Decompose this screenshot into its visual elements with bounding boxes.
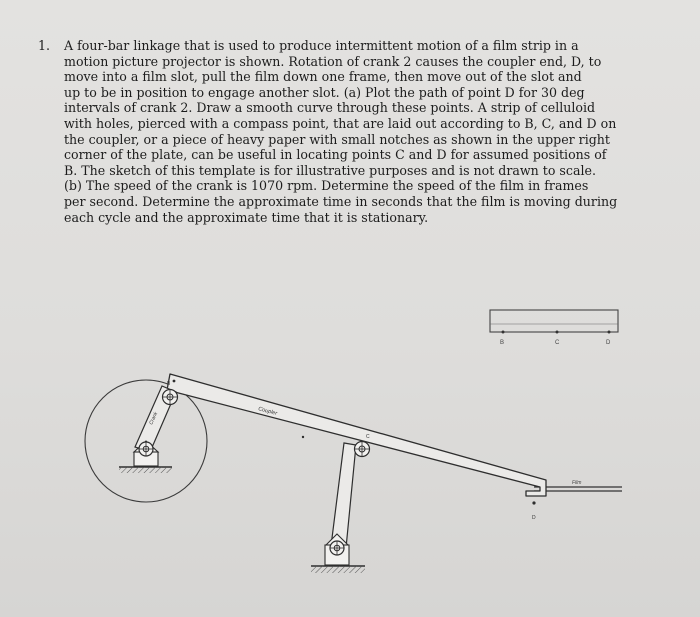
- template-strip: [490, 310, 618, 332]
- film-strip: [534, 480, 622, 491]
- template-notch-c: [556, 331, 559, 334]
- crank-label: Crank: [148, 411, 160, 426]
- coupler-outline: [167, 374, 546, 496]
- problem-line: with holes, pierced with a compass point, that are laid out according to B, C, and D on: [64, 115, 617, 131]
- pin-c: [355, 442, 370, 457]
- problem-line: per second. Determine the approximate time in seconds that the film is moving during: [64, 193, 618, 209]
- label-point-b: B: [167, 381, 171, 387]
- pin-b: [163, 390, 178, 405]
- problem-line: up to be in position to engage another slot. (a) Plot the path of point D for 30 deg: [64, 84, 585, 100]
- label-point-c: C: [366, 434, 370, 440]
- problem-line: the coupler, or a piece of heavy paper with small notches as shown in the upper right: [64, 131, 610, 147]
- coupler-link: [167, 374, 546, 496]
- crank-mark: [173, 380, 176, 383]
- problem-number: 1.: [38, 38, 51, 53]
- problem-line: (b) The speed of the crank is 1070 rpm. Determine the speed of the film in frames: [64, 178, 589, 194]
- coupler-mark: [302, 436, 304, 438]
- rocker-outline: [331, 443, 356, 548]
- coupler-template: [490, 310, 618, 346]
- problem-line: intervals of crank 2. Draw a smooth curve through these points. A strip of celluloid: [64, 100, 596, 116]
- template-label-c: C: [555, 340, 560, 346]
- template-notch-d: [608, 331, 611, 334]
- problem-line: B. The sketch of this template is for illustrative purposes and is not drawn to scale.: [64, 162, 596, 178]
- label-point-d: D: [532, 515, 536, 521]
- template-notch-b: [502, 331, 505, 334]
- point-d-marker: [532, 501, 535, 504]
- problem-line: move into a film slot, pull the film down one frame, then move out of the slot and: [64, 69, 582, 85]
- template-label-b: B: [500, 340, 505, 346]
- film-label: Film: [572, 480, 582, 486]
- coupler-label: Coupler: [257, 406, 278, 417]
- template-label-d: D: [606, 340, 611, 346]
- rocker-link: [331, 443, 356, 548]
- problem-line: motion picture projector is shown. Rotation of crank 2 causes the coupler end, D, to: [64, 53, 602, 69]
- problem-line: A four-bar linkage that is used to produce intermittent motion of a film strip in a: [64, 38, 579, 53]
- ground-pivot-crank: [119, 441, 172, 473]
- ground-pivot-rocker: [311, 534, 365, 573]
- problem-line: corner of the plate, can be useful in locating points C and D for assumed positions of: [64, 147, 607, 163]
- problem-line: each cycle and the approximate time that it is stationary.: [64, 209, 429, 225]
